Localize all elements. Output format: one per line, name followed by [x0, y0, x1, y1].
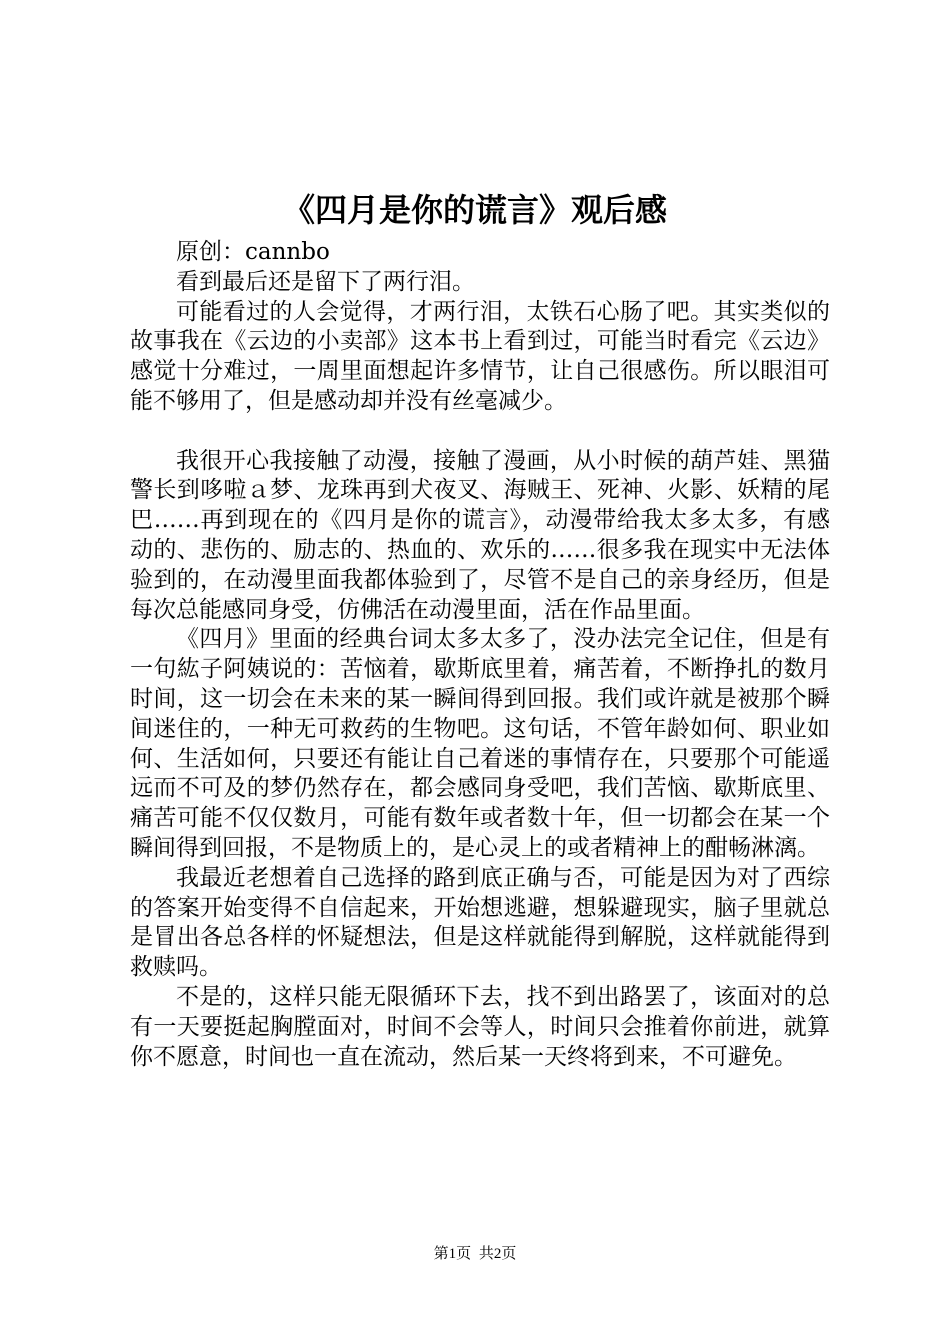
page-total: 共2页 [478, 1246, 517, 1262]
page-number: 第1页 [433, 1246, 472, 1262]
page-title: 《四月是你的谎言》观后感 [282, 191, 667, 229]
paragraph-6: 不是的，这样只能无限循环下去，找不到出路罢了，该面对的总有一天要挺起胸膛面对，时间不会等人，时间只会推着你前进，就算你不愿意，时间也一直在流动，然后某一天终将到来，不可避免。 [130, 983, 830, 1070]
author-line: 原创：cannbo [176, 239, 330, 265]
paragraph-5: 我最近老想着自己选择的路到底正确与否，可能是因为对了西综的答案开始变得不自信起来，开始想逃避，想躲避现实，脑子里就总是冒出各总各样的怀疑想法，但是这样就能得到解脱，这样就能得到救赎吗。 [130, 864, 830, 981]
page-footer [0, 1244, 950, 1264]
paragraph-1: 看到最后还是留下了两行泪。 [176, 268, 475, 295]
paragraph-3: 我很开心我接触了动漫，接触了漫画，从小时候的葫芦娃、黑猫警长到哆啦ａ梦、龙珠再到犬夜叉、海贼王、死神、火影、妖精的尾巴……再到现在的《四月是你的谎言》，动漫带给我太多太多，有感动的、悲伤的、励志的、热血的、欢乐的……很多我在现实中无法体验到的，在动漫里面我都体验到了，尽管不是自己的亲身经历，但是每次总能感同身受，仿佛活在动漫里面，活在作品里面。 [130, 447, 830, 623]
document-body [130, 238, 830, 1072]
paragraph-2: 可能看过的人会觉得，才两行泪，太铁石心肠了吧。其实类似的故事我在《云边的小卖部》这本书上看到过，可能当时看完《云边》感觉十分难过，一周里面想起许多情节，让自己很感伤。所以眼泪可能不够用了，但是感动却并没有丝毫减少。 [130, 298, 830, 414]
paragraph-4: 《四月》里面的经典台词太多太多了，没办法完全记住，但是有一句紘子阿姨说的：苦恼着，歇斯底里着，痛苦着，不断挣扎的数月时间，这一切会在未来的某一瞬间得到回报。我们或许就是被那个瞬间迷住的，一种无可救药的生物吧。这句话，不管年龄如何、职业如何、生活如何，只要还有能让自己着迷的事情存在，只要那个可能遥远而不可及的梦仍然存在，都会感同身受吧，我们苦恼、歇斯底里、痛苦可能不仅仅数月，可能有数年或者数十年，但一切都会在某一个瞬间得到回报，不是物质上的，是心灵上的或者精神上的酣畅淋漓。 [130, 626, 830, 861]
